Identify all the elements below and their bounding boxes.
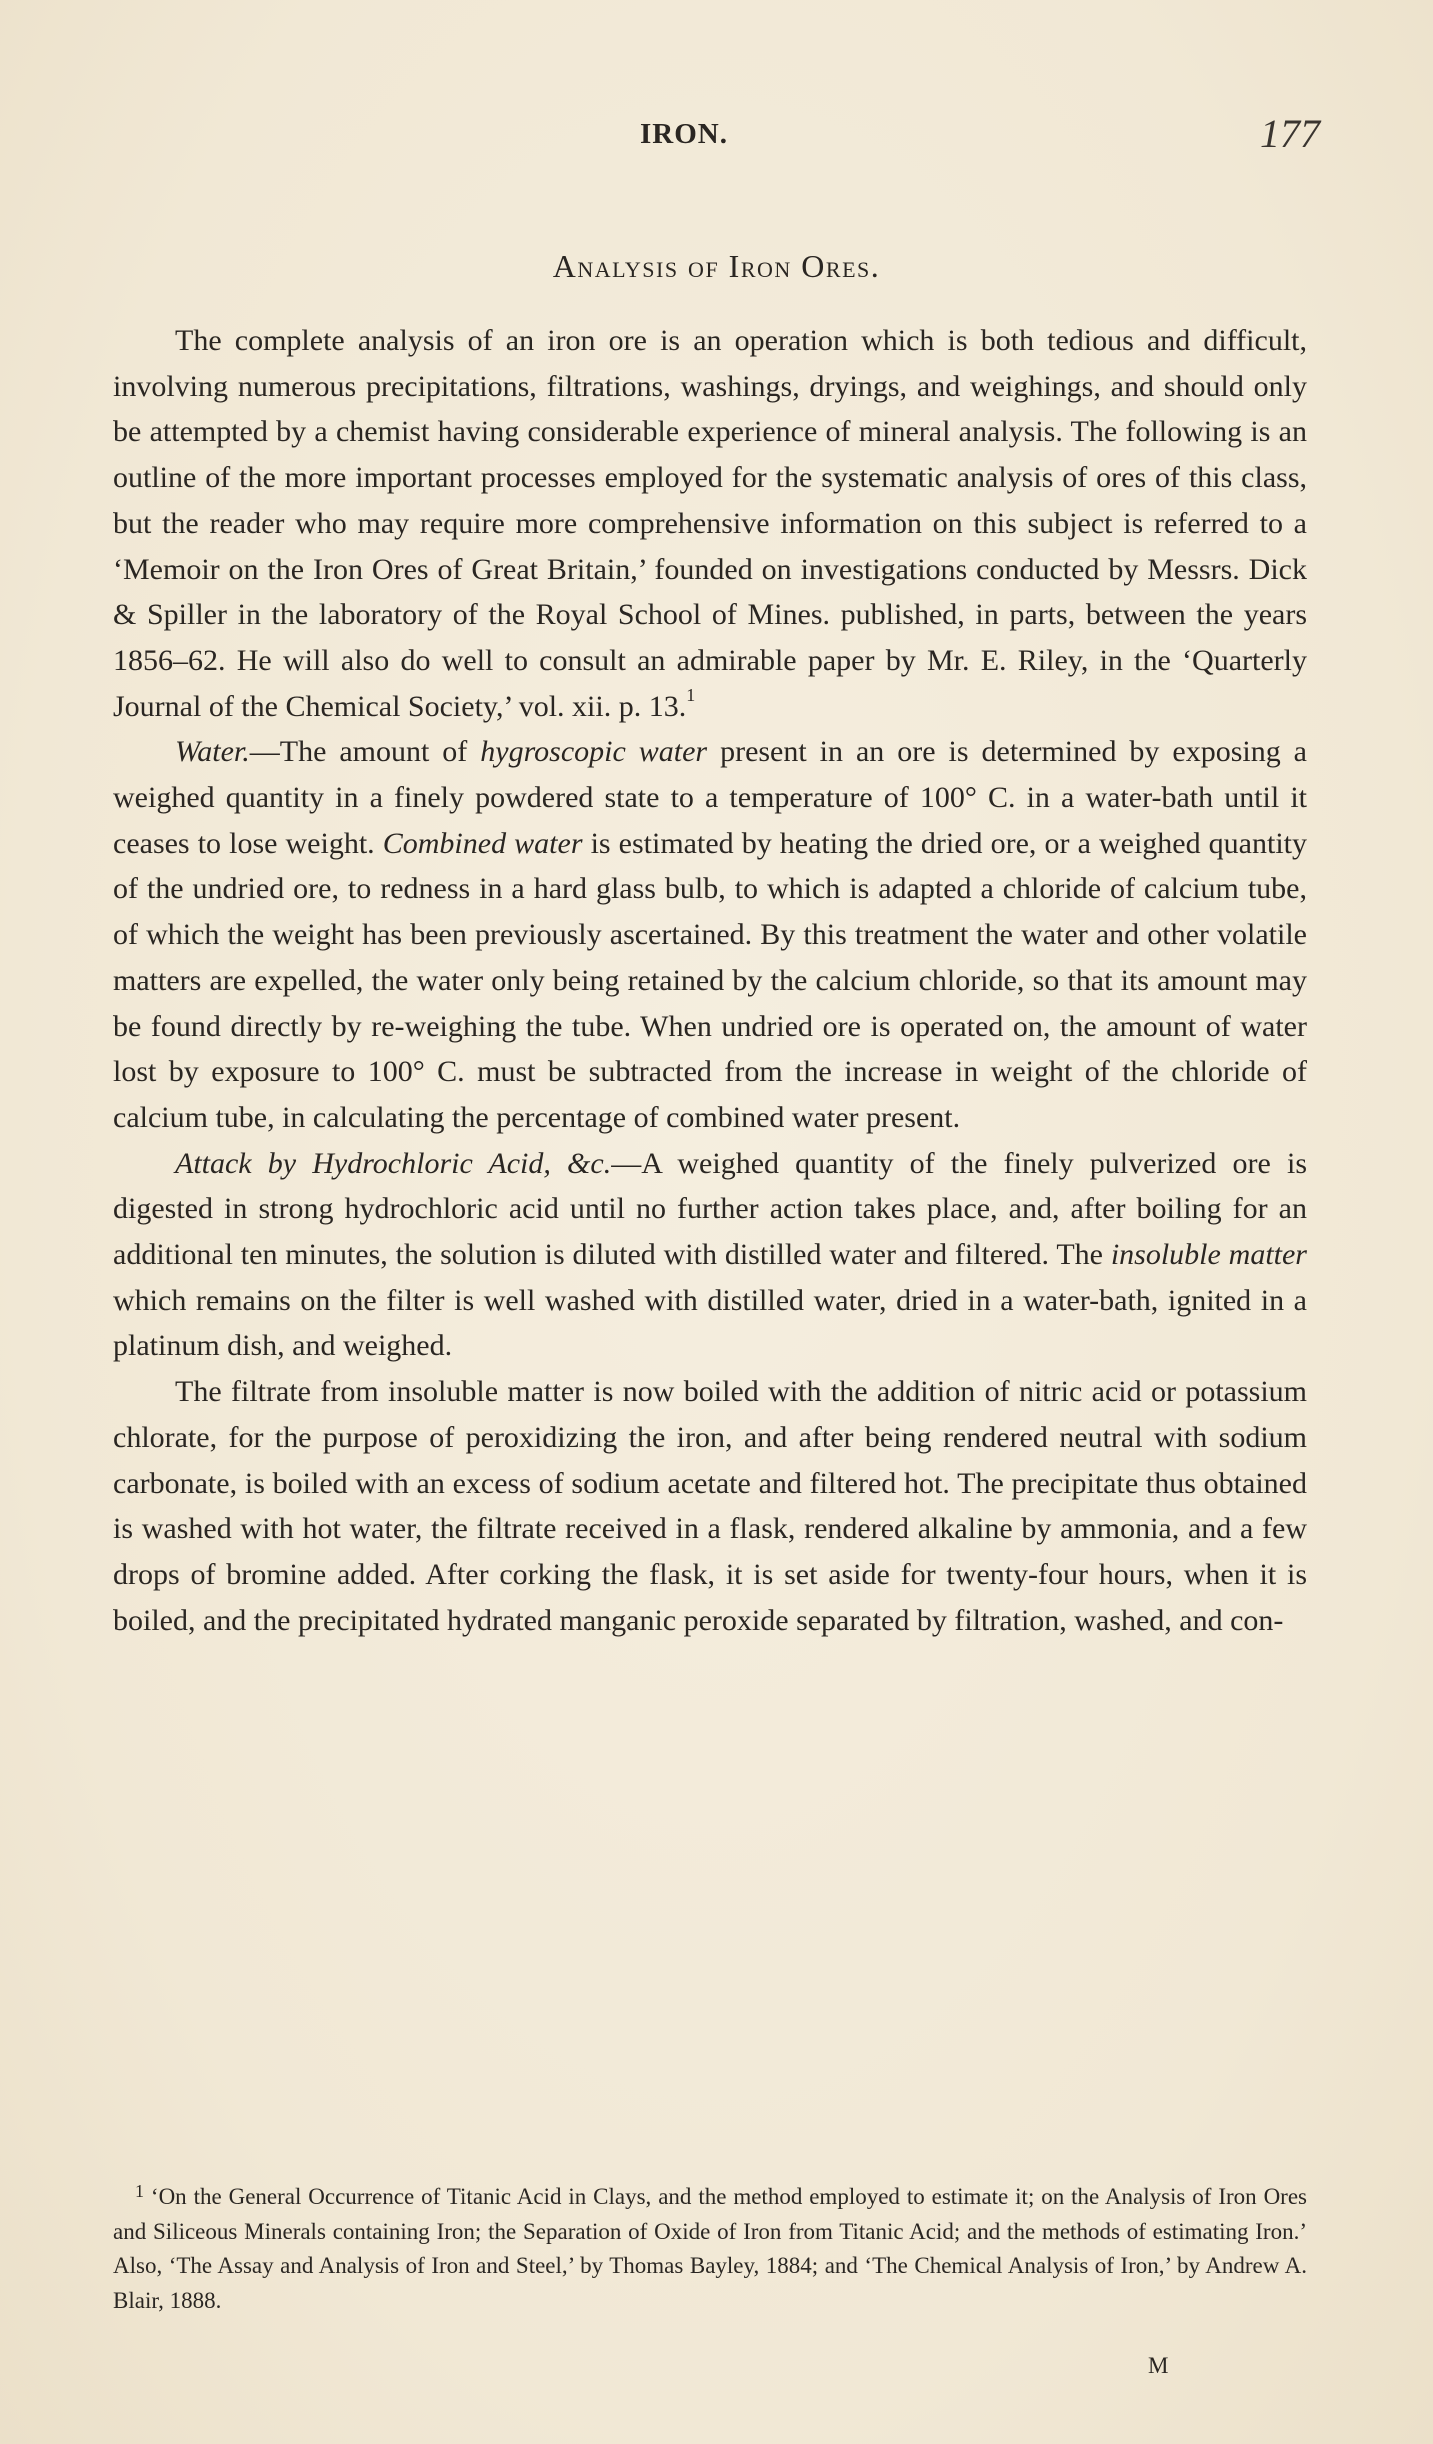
paragraph-intro [113,318,1307,729]
term-insoluble-matter: insoluble matter [1110,1238,1307,1272]
paragraph-intro-text: The complete analysis of an iron ore is an operation which is both tedious and difficult, involving numerous precipitations, filtrations, washings, dryings, and weighings, and should only be attempted by a chemist having considerable experience of mineral analysis. The following is an outline of the more important processes employed for the systematic analysis of ores of this class, but the reader who may require more comprehensive information on this subject is referred to a ‘Memoir on the Iron Ores of Great Britain,’ founded on investigations conducted by Messrs. Dick & Spiller in the laboratory of the Royal School of Mines. published, in parts, between the years 1856–62. He will also do well to consult an admirable paper by Mr. E. Riley, in the ‘Quarterly Journal of the Chemical Society,’ vol. xii. p. 13. [113,324,1307,723]
paragraph-attack-text-1: —A weighed quantity of the finely pulverized ore is digested in strong hydrochloric acid until no further action takes place, and, after boiling for an additional ten minutes, the solution is diluted with distilled water and filtered. The [113,1146,1308,1272]
footnote-text: ‘On the General Occurrence of Titanic Acid in Clays, and the method employed to estimate it; on the Analysis of Iron Ores and Siliceous Minerals containing Iron; the Separation of Oxide of Iron from Titanic Acid; and the methods of estimating Iron.’ Also, ‘The Assay and Analysis of Iron and Steel,’ by Thomas Bayley, 1884; and ‘The Chemical Analysis of Iron,’ by Andrew A. Blair, 1888. [113,2184,1307,2313]
paragraph-water-heading: Water. [175,735,250,769]
running-head: IRON. [640,118,728,150]
paragraph-water [113,729,1307,1140]
paragraph-attack-heading: Attack by Hydrochloric Acid, &c. [175,1146,612,1180]
term-combined-water: Combined water [382,826,583,860]
footnote-marker: 1 [135,2181,144,2201]
paragraph-water-text-2: present in an ore is determined by exposing a weighed quantity in a finely powdered state to a temperature of 100° C. in a water-bath until it ceases to lose weight. [113,735,1307,860]
paragraph-water-text-3: is estimated by heating the dried ore, or a weighed quantity of the undried ore, to redness in a hard glass bulb, to which is adapted a chloride of calcium tube, of which the weight has been previously ascertained. By this treatment the water and other volatile matters are expelled, the water only being retained by the calcium chloride, so that its amount may be found directly by re-weighing the tube. When undried ore is operated on, the amount of water lost by exposure to 100° C. must be subtracted from the increase in weight of the chloride of calcium tube, in calculating the percentage of combined water present. [113,826,1308,1134]
paragraph-attack [113,1141,1307,1370]
signature-mark: M [1148,2353,1170,2378]
footnote-paragraph [113,2180,1307,2318]
paragraph-filtrate [113,1369,1307,1643]
footnote-reference: 1 [686,684,696,705]
paragraph-attack-text-2: which remains on the filter is well washed with distilled water, dried in a water-bath, ignited in a platinum dish, and weighed. [113,1283,1307,1363]
footnote [113,2180,1307,2318]
term-hygroscopic-water: hygroscopic water [480,735,708,769]
paragraph-water-text-1: —The amount of [249,735,481,769]
page-number: 177 [1260,111,1320,156]
body-text [113,318,1307,1643]
section-title: Analysis of Iron Ores. [552,248,881,284]
paragraph-filtrate-text: The filtrate from insoluble matter is now boiled with the addition of nitric acid or potassium chlorate, for the purpose of peroxidizing the iron, and after being rendered neutral with sodium carbonate, is boiled with an excess of sodium acetate and filtered hot. The precipitate thus obtained is washed with hot water, the filtrate received in a flask, rendered alkaline by ammonia, and a few drops of bromine added. After corking the flask, it is set aside for twenty-four hours, when it is boiled, and the precipitated hydrated manganic peroxide separated by filtration, washed, and con- [113,1375,1307,1637]
